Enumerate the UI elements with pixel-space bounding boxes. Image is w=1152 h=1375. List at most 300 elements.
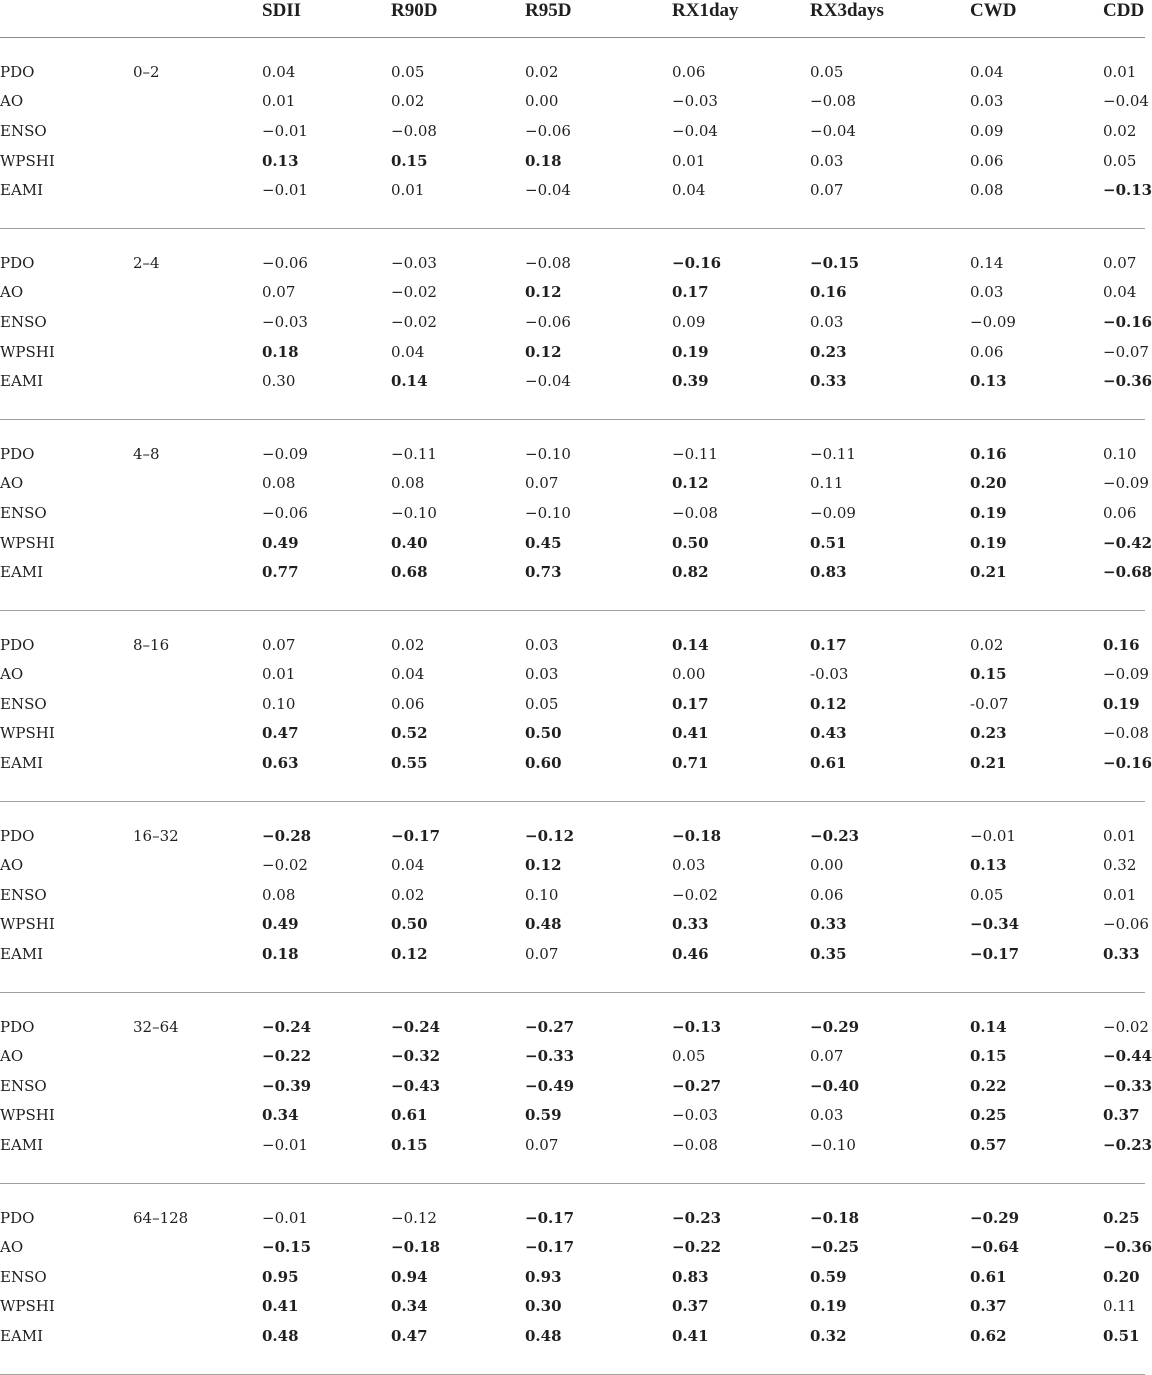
value-cell: 0.04 — [391, 665, 425, 684]
value-cell: −0.11 — [672, 444, 718, 463]
value-cell: 0.11 — [810, 474, 844, 493]
value-cell: 0.08 — [262, 474, 296, 493]
value-cell: −0.03 — [672, 92, 718, 111]
table-row — [0, 248, 1145, 278]
value-cell: 0.22 — [970, 1076, 1007, 1095]
group-bottom-padding — [0, 205, 1145, 229]
value-cell: 0.07 — [262, 283, 296, 302]
value-cell: −0.10 — [525, 444, 571, 463]
value-cell: 0.47 — [391, 1326, 428, 1345]
value-cell: 0.37 — [970, 1297, 1007, 1316]
value-cell: −0.10 — [810, 1136, 856, 1155]
value-cell: 0.59 — [525, 1106, 562, 1125]
value-cell: 0.07 — [1103, 253, 1137, 272]
value-cell: 0.03 — [525, 665, 559, 684]
value-cell: 0.33 — [672, 915, 709, 934]
value-cell: 0.35 — [810, 945, 847, 964]
value-cell: 0.14 — [672, 635, 709, 654]
table-row — [0, 1203, 1145, 1233]
period-cell — [133, 498, 262, 528]
climate-index-cell: EAMI — [0, 1136, 44, 1155]
value-cell: −0.04 — [1103, 92, 1149, 111]
value-cell: 0.37 — [672, 1297, 709, 1316]
value-cell: 0.01 — [391, 181, 425, 200]
value-cell: 0.03 — [810, 1106, 844, 1125]
climate-index-cell: WPSHI — [0, 724, 55, 743]
value-cell: −0.23 — [1103, 1136, 1152, 1155]
value-cell: 0.07 — [525, 474, 559, 493]
value-cell: −0.06 — [1103, 915, 1149, 934]
climate-index-cell: PDO — [0, 826, 35, 845]
value-cell: −0.36 — [1103, 1238, 1152, 1257]
value-cell: 0.18 — [262, 342, 299, 361]
value-cell: 0.02 — [391, 885, 425, 904]
value-cell: 0.30 — [525, 1297, 562, 1316]
climate-index-cell: EAMI — [0, 945, 44, 964]
value-cell: 0.13 — [970, 856, 1007, 875]
table-row — [0, 1232, 1145, 1262]
value-cell: −0.23 — [810, 826, 860, 845]
value-cell: 0.57 — [970, 1136, 1007, 1155]
climate-index-cell: PDO — [0, 1017, 35, 1036]
group-top-padding — [0, 229, 1145, 248]
value-cell: −0.10 — [525, 503, 571, 522]
value-cell: −0.02 — [1103, 1017, 1149, 1036]
value-cell: −0.34 — [970, 915, 1020, 934]
value-cell: 0.41 — [672, 724, 709, 743]
table-row — [0, 880, 1145, 910]
value-cell: 0.16 — [970, 444, 1007, 463]
value-cell: 0.82 — [672, 563, 709, 582]
value-cell: 0.25 — [1103, 1208, 1140, 1227]
value-cell: 0.39 — [672, 372, 709, 391]
value-cell: −0.49 — [525, 1076, 575, 1095]
header-sdii: SDII — [262, 0, 302, 21]
group-bottom-padding — [0, 969, 1145, 993]
table-row — [0, 116, 1145, 146]
value-cell: −0.43 — [391, 1076, 441, 1095]
period-cell — [133, 337, 262, 367]
value-cell: 0.93 — [525, 1267, 562, 1286]
value-cell: 0.15 — [970, 1047, 1007, 1066]
table-row — [0, 307, 1145, 337]
value-cell: 0.06 — [1103, 503, 1137, 522]
value-cell: 0.33 — [810, 915, 847, 934]
value-cell: 0.01 — [1103, 826, 1137, 845]
value-cell: −0.01 — [262, 1208, 308, 1227]
padding-cell — [0, 420, 1145, 439]
value-cell: 0.47 — [262, 724, 299, 743]
value-cell: 0.00 — [525, 92, 559, 111]
table-row — [0, 87, 1145, 117]
table-row — [0, 528, 1145, 558]
climate-index-cell: WPSHI — [0, 533, 55, 552]
value-cell: 0.49 — [262, 915, 299, 934]
header-index — [0, 0, 133, 38]
value-cell: 0.07 — [810, 1047, 844, 1066]
value-cell: 0.02 — [391, 92, 425, 111]
value-cell: −0.33 — [525, 1047, 575, 1066]
value-cell: 0.12 — [672, 474, 709, 493]
value-cell: 0.19 — [672, 342, 709, 361]
climate-index-cell: PDO — [0, 1208, 35, 1227]
climate-index-cell: WPSHI — [0, 1297, 55, 1316]
value-cell: −0.13 — [672, 1017, 722, 1036]
padding-cell — [0, 229, 1145, 248]
value-cell: -0.03 — [810, 665, 849, 684]
table-row — [0, 366, 1145, 396]
value-cell: −0.09 — [1103, 665, 1149, 684]
table-row — [0, 630, 1145, 660]
climate-index-cell: ENSO — [0, 503, 47, 522]
group-bottom-padding — [0, 778, 1145, 802]
value-cell: −0.04 — [672, 121, 718, 140]
value-cell: −0.28 — [262, 826, 312, 845]
table-row — [0, 1262, 1145, 1292]
value-cell: −0.06 — [525, 312, 571, 331]
value-cell: 0.08 — [262, 885, 296, 904]
period-cell: 16–32 — [133, 826, 179, 845]
value-cell: 0.02 — [391, 635, 425, 654]
value-cell: −0.15 — [262, 1238, 312, 1257]
climate-index-cell: WPSHI — [0, 342, 55, 361]
value-cell: 0.08 — [970, 181, 1004, 200]
value-cell: 0.43 — [810, 724, 847, 743]
value-cell: 0.05 — [810, 62, 844, 81]
value-cell: −0.01 — [970, 826, 1016, 845]
table-row — [0, 557, 1145, 587]
table-row — [0, 146, 1145, 176]
group-top-padding — [0, 420, 1145, 439]
table-row — [0, 1130, 1145, 1160]
value-cell: −0.24 — [262, 1017, 312, 1036]
climate-index-cell: WPSHI — [0, 915, 55, 934]
table-row — [0, 439, 1145, 469]
period-cell — [133, 557, 262, 587]
value-cell: 0.34 — [391, 1297, 428, 1316]
value-cell: 0.04 — [1103, 283, 1137, 302]
group-top-padding — [0, 611, 1145, 630]
table-row — [0, 1292, 1145, 1322]
value-cell: −0.08 — [810, 92, 856, 111]
value-cell: −0.16 — [672, 253, 722, 272]
climate-index-cell: AO — [0, 474, 24, 493]
group-top-padding — [0, 802, 1145, 821]
period-cell: 64–128 — [133, 1208, 189, 1227]
table-row — [0, 660, 1145, 690]
value-cell: −0.10 — [391, 503, 437, 522]
value-cell: 0.32 — [810, 1326, 847, 1345]
value-cell: −0.11 — [810, 444, 856, 463]
period-cell — [133, 366, 262, 396]
value-cell: −0.23 — [672, 1208, 722, 1227]
value-cell: −0.15 — [810, 253, 860, 272]
value-cell: 0.01 — [1103, 885, 1137, 904]
value-cell: 0.50 — [525, 724, 562, 743]
table-row — [0, 278, 1145, 308]
value-cell: 0.00 — [810, 856, 844, 875]
value-cell: 0.09 — [970, 121, 1004, 140]
value-cell: 0.21 — [970, 754, 1007, 773]
value-cell: −0.22 — [672, 1238, 722, 1257]
climate-index-cell: ENSO — [0, 312, 47, 331]
value-cell: −0.02 — [672, 885, 718, 904]
value-cell: 0.02 — [525, 62, 559, 81]
value-cell: 0.02 — [1103, 121, 1137, 140]
group-bottom-padding — [0, 587, 1145, 611]
period-cell — [133, 87, 262, 117]
table-row — [0, 1101, 1145, 1131]
value-cell: −0.24 — [391, 1017, 441, 1036]
value-cell: −0.08 — [391, 121, 437, 140]
value-cell: −0.64 — [970, 1238, 1020, 1257]
period-cell: 2–4 — [133, 253, 160, 272]
climate-index-cell: ENSO — [0, 121, 47, 140]
padding-cell — [0, 1184, 1145, 1203]
climate-index-cell: EAMI — [0, 181, 44, 200]
value-cell: −0.39 — [262, 1076, 312, 1095]
period-cell — [133, 660, 262, 690]
table-row — [0, 850, 1145, 880]
period-cell: 0–2 — [133, 62, 160, 81]
period-cell — [133, 1071, 262, 1101]
header-rx3days: RX3days — [810, 0, 884, 21]
value-cell: 0.04 — [970, 62, 1004, 81]
table-row — [0, 469, 1145, 499]
value-cell: 0.55 — [391, 754, 428, 773]
group-bottom-padding — [0, 396, 1145, 420]
period-cell — [133, 689, 262, 719]
group-bottom-padding — [0, 1160, 1145, 1184]
table-row — [0, 337, 1145, 367]
period-cell — [133, 175, 262, 205]
climate-index-cell: AO — [0, 665, 24, 684]
value-cell: 0.49 — [262, 533, 299, 552]
value-cell: −0.29 — [970, 1208, 1020, 1227]
value-cell: 0.45 — [525, 533, 562, 552]
table-row — [0, 748, 1145, 778]
value-cell: −0.09 — [810, 503, 856, 522]
period-cell — [133, 307, 262, 337]
value-cell: 0.06 — [391, 694, 425, 713]
table-header — [0, 0, 1145, 38]
value-cell: 0.00 — [672, 665, 706, 684]
value-cell: −0.27 — [672, 1076, 722, 1095]
value-cell: −0.06 — [262, 253, 308, 272]
group-top-padding — [0, 1184, 1145, 1203]
header-row — [0, 0, 1145, 38]
value-cell: 0.23 — [970, 724, 1007, 743]
value-cell: 0.16 — [1103, 635, 1140, 654]
value-cell: −0.01 — [262, 1136, 308, 1155]
value-cell: −0.44 — [1103, 1047, 1152, 1066]
climate-index-cell: EAMI — [0, 372, 44, 391]
value-cell: 0.48 — [525, 1326, 562, 1345]
value-cell: 0.12 — [391, 945, 428, 964]
value-cell: 0.04 — [262, 62, 296, 81]
value-cell: 0.15 — [391, 151, 428, 170]
value-cell: 0.51 — [810, 533, 847, 552]
value-cell: 0.14 — [970, 1017, 1007, 1036]
value-cell: 0.30 — [262, 372, 296, 391]
value-cell: −0.42 — [1103, 533, 1152, 552]
value-cell: 0.09 — [672, 312, 706, 331]
value-cell: 0.03 — [810, 312, 844, 331]
value-cell: −0.03 — [391, 253, 437, 272]
padding-cell — [0, 802, 1145, 821]
period-cell — [133, 850, 262, 880]
value-cell: −0.04 — [525, 181, 571, 200]
table-body — [0, 38, 1152, 1375]
padding-cell — [0, 969, 1145, 993]
value-cell: 0.05 — [970, 885, 1004, 904]
value-cell: 0.61 — [810, 754, 847, 773]
climate-index-cell: AO — [0, 1047, 24, 1066]
value-cell: 0.25 — [970, 1106, 1007, 1125]
group-bottom-padding — [0, 1351, 1145, 1374]
value-cell: −0.18 — [391, 1238, 441, 1257]
value-cell: −0.09 — [262, 444, 308, 463]
value-cell: −0.06 — [525, 121, 571, 140]
table-row — [0, 1041, 1145, 1071]
climate-index-cell: EAMI — [0, 563, 44, 582]
value-cell: 0.62 — [970, 1326, 1007, 1345]
value-cell: 0.06 — [970, 342, 1004, 361]
padding-cell — [0, 993, 1145, 1012]
value-cell: −0.36 — [1103, 372, 1152, 391]
period-cell: 4–8 — [133, 444, 160, 463]
value-cell: −0.12 — [525, 826, 575, 845]
value-cell: 0.07 — [525, 1136, 559, 1155]
period-cell — [133, 719, 262, 749]
value-cell: −0.18 — [672, 826, 722, 845]
climate-index-cell: WPSHI — [0, 151, 55, 170]
value-cell: 0.19 — [970, 503, 1007, 522]
period-cell — [133, 880, 262, 910]
period-cell — [133, 1262, 262, 1292]
table-row — [0, 1321, 1145, 1351]
value-cell: 0.40 — [391, 533, 428, 552]
period-cell — [133, 469, 262, 499]
value-cell: 0.48 — [262, 1326, 299, 1345]
climate-index-cell: PDO — [0, 635, 35, 654]
value-cell: −0.06 — [262, 503, 308, 522]
value-cell: 0.07 — [810, 181, 844, 200]
climate-index-cell: EAMI — [0, 754, 44, 773]
value-cell: 0.17 — [810, 635, 847, 654]
value-cell: 0.15 — [391, 1136, 428, 1155]
climate-index-cell: AO — [0, 92, 24, 111]
value-cell: −0.16 — [1103, 312, 1152, 331]
bottom-line — [0, 1374, 1145, 1375]
table-row — [0, 821, 1145, 851]
padding-cell — [0, 38, 1145, 58]
value-cell: 0.60 — [525, 754, 562, 773]
value-cell: 0.08 — [391, 474, 425, 493]
value-cell: 0.73 — [525, 563, 562, 582]
value-cell: 0.19 — [810, 1297, 847, 1316]
value-cell: −0.13 — [1103, 181, 1152, 200]
climate-index-cell: ENSO — [0, 1267, 47, 1286]
value-cell: 0.10 — [1103, 444, 1137, 463]
value-cell: 0.01 — [1103, 62, 1137, 81]
value-cell: 0.13 — [970, 372, 1007, 391]
value-cell: 0.16 — [810, 283, 847, 302]
header-rx1day: RX1day — [672, 0, 739, 21]
value-cell: −0.04 — [810, 121, 856, 140]
value-cell: −0.27 — [525, 1017, 575, 1036]
value-cell: −0.08 — [672, 1136, 718, 1155]
header-r95d: R95D — [525, 0, 572, 21]
value-cell: −0.33 — [1103, 1076, 1152, 1095]
padding-cell — [0, 1351, 1145, 1374]
value-cell: −0.18 — [810, 1208, 860, 1227]
value-cell: 0.01 — [672, 151, 706, 170]
climate-index-cell: AO — [0, 856, 24, 875]
value-cell: 0.50 — [391, 915, 428, 934]
value-cell: 0.50 — [672, 533, 709, 552]
value-cell: 0.17 — [672, 694, 709, 713]
value-cell: 0.12 — [525, 342, 562, 361]
value-cell: 0.05 — [672, 1047, 706, 1066]
value-cell: 0.59 — [810, 1267, 847, 1286]
table-row — [0, 1071, 1145, 1101]
value-cell: −0.25 — [810, 1238, 860, 1257]
value-cell: 0.03 — [672, 856, 706, 875]
value-cell: 0.04 — [391, 856, 425, 875]
value-cell: 0.10 — [525, 885, 559, 904]
climate-index-cell: AO — [0, 1238, 24, 1257]
value-cell: −0.22 — [262, 1047, 312, 1066]
value-cell: 0.52 — [391, 724, 428, 743]
value-cell: 0.48 — [525, 915, 562, 934]
value-cell: -0.07 — [970, 694, 1009, 713]
climate-index-cell: ENSO — [0, 694, 47, 713]
table-row — [0, 57, 1145, 87]
value-cell: −0.08 — [525, 253, 571, 272]
climate-index-cell: EAMI — [0, 1326, 44, 1345]
value-cell: −0.03 — [672, 1106, 718, 1125]
value-cell: 0.46 — [672, 945, 709, 964]
period-cell — [133, 1130, 262, 1160]
value-cell: 0.83 — [672, 1267, 709, 1286]
value-cell: 0.06 — [810, 885, 844, 904]
value-cell: −0.07 — [1103, 342, 1149, 361]
value-cell: −0.11 — [391, 444, 437, 463]
period-cell — [133, 528, 262, 558]
padding-cell — [0, 611, 1145, 630]
value-cell: −0.09 — [1103, 474, 1149, 493]
climate-index-cell: PDO — [0, 62, 35, 81]
value-cell: −0.08 — [672, 503, 718, 522]
value-cell: 0.07 — [262, 635, 296, 654]
climate-index-cell: WPSHI — [0, 1106, 55, 1125]
value-cell: −0.17 — [525, 1238, 575, 1257]
group-top-padding — [0, 38, 1145, 58]
table-row — [0, 719, 1145, 749]
value-cell: −0.01 — [262, 121, 308, 140]
period-cell — [133, 1321, 262, 1351]
period-cell — [133, 939, 262, 969]
value-cell: 0.05 — [391, 62, 425, 81]
value-cell: 0.61 — [970, 1267, 1007, 1286]
value-cell: 0.10 — [262, 694, 296, 713]
value-cell: 0.33 — [810, 372, 847, 391]
header-cwd: CWD — [970, 0, 1017, 21]
value-cell: 0.33 — [1103, 945, 1140, 964]
value-cell: 0.41 — [672, 1326, 709, 1345]
period-cell — [133, 116, 262, 146]
